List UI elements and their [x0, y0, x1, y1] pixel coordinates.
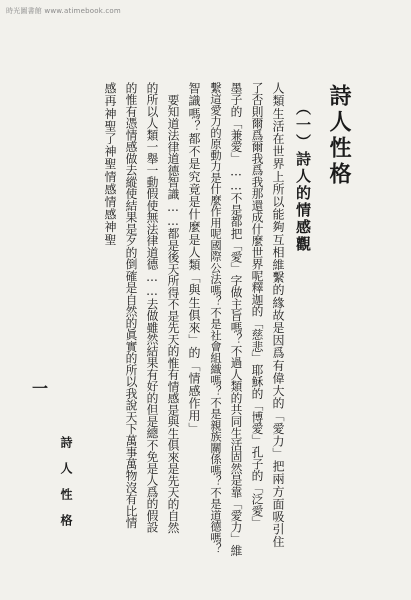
watermark: 時光圖書館 www.atimebook.com — [6, 7, 121, 15]
body-line: 人類生活在世界上所以能夠互相維繫的緣故是因爲有偉大的「愛力」把兩方面吸引住 — [271, 82, 285, 549]
body-line: 了否則爾爲爾我爲我那還成什麼世界呢釋迦的「慈悲」耶穌的「博愛」孔子的「泛愛」 — [250, 82, 264, 529]
body-line: 的所以人類一舉一動假使無法律道德……去做雖然結果有好的但是總不免是人爲的假設 — [145, 82, 159, 533]
body-line: 繫這愛力的原動力是什麼作用呢國際公法嗎？不是社會組織嗎？不是親族關係嗎？不是道德嗎？ — [209, 82, 222, 555]
running-head: 詩人性格 — [59, 436, 73, 540]
chapter-title: 詩人性格 — [326, 84, 352, 188]
page-number: 一 — [32, 379, 49, 398]
body-line: 的惟有憑情感做去縱使結果是歹的倒確是自然的眞實的所以我說天下萬事萬物沒有比情 — [124, 82, 138, 529]
body-line: 智識嗎？都不是究竟是什麼是人類「與生俱來」的「情感作用」 — [187, 82, 201, 435]
section-title: （一）詩人的情感觀 — [294, 100, 312, 253]
body-line: 要知道法律道德智識……都是後天所得不是先天的惟有情感是與生俱來是先天的自然 — [166, 94, 180, 534]
body-line: 感再神聖了神聖情感情感神聖 — [103, 82, 117, 246]
body-line: 墨子的「兼愛」……不是都把「愛」字做主旨嗎？不過人類的共同生活固然是靠「愛力」維 — [229, 82, 243, 557]
